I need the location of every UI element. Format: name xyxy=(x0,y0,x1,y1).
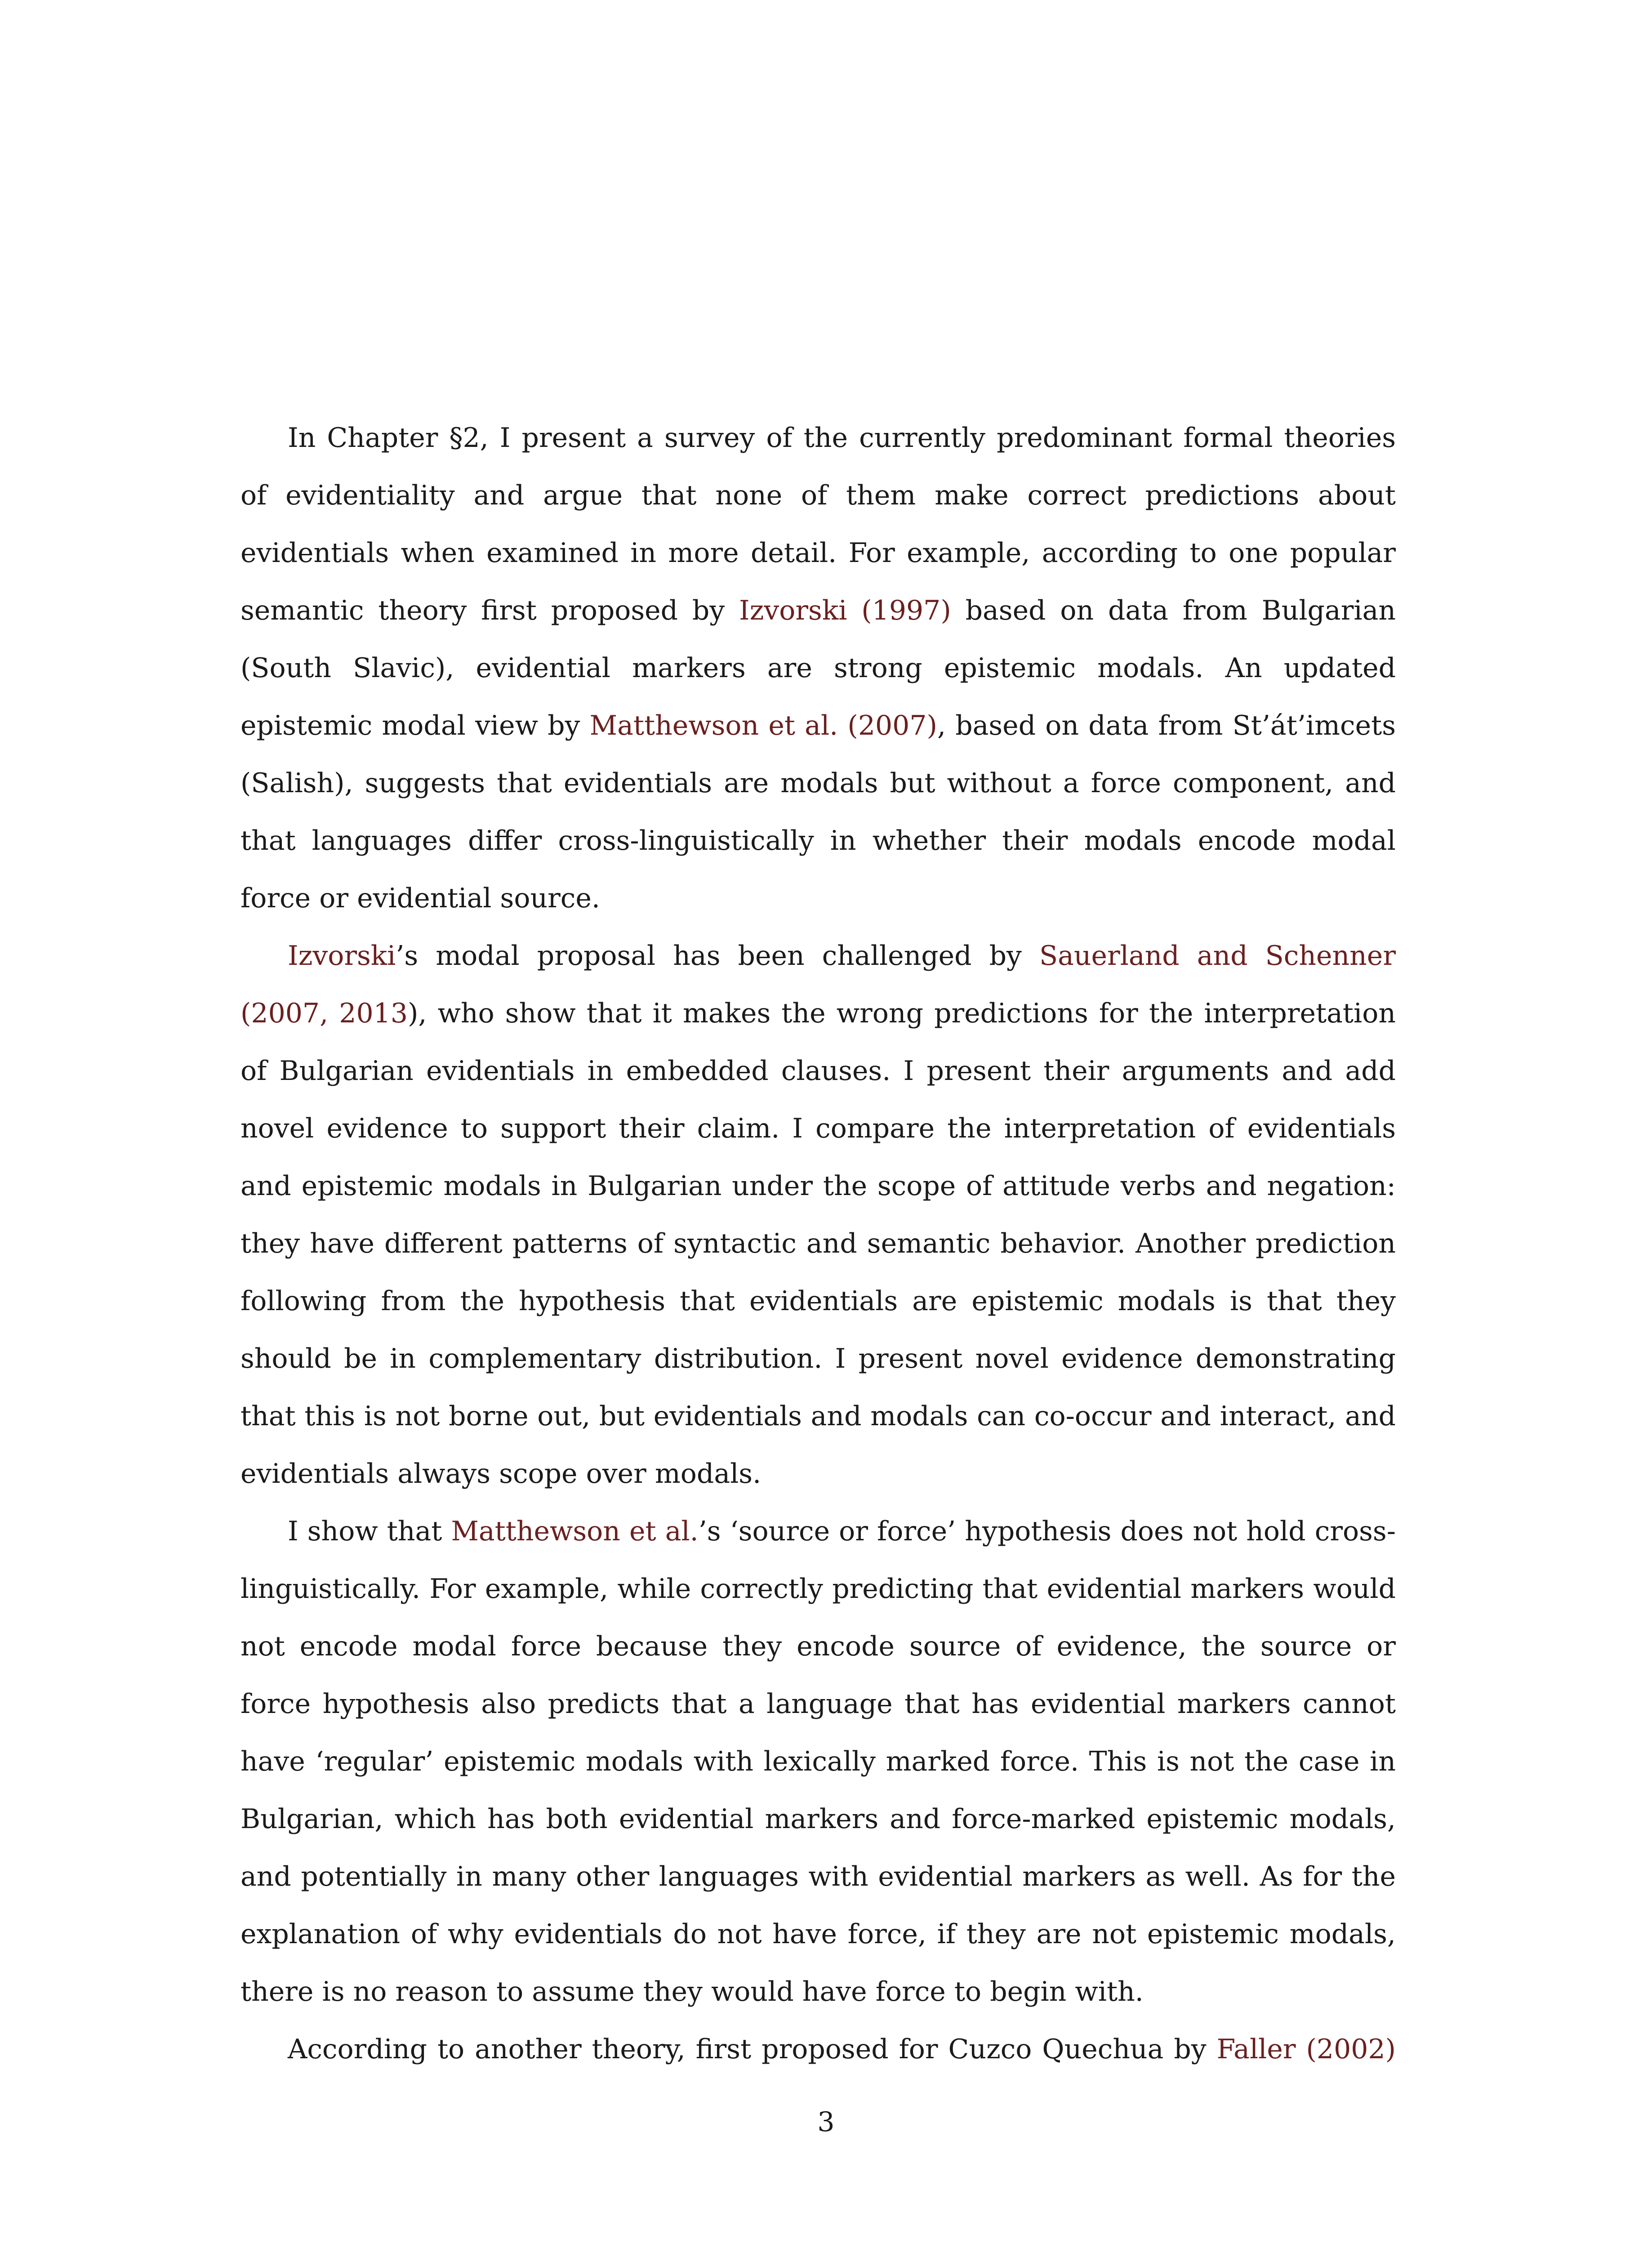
paragraph-text xyxy=(838,710,847,741)
citation-link[interactable]: Matthewson et al. xyxy=(451,1516,699,1547)
citation-link[interactable]: (2002) xyxy=(1306,2034,1396,2065)
paragraph-text: ), who show that it makes the wrong predictions for the interpretation of Bulgarian evidentials in embedded clauses. I present their arguments and add novel evidence to support their claim. I compare the interpretation of evidentials and epistemic modals in Bulgarian under the scope of attitude verbs and negation: they have different patterns of syntactic and semantic behavior. Another prediction following from the hypothesis that evidentials are epistemic modals is that they should be in complementary distribution. I present novel evidence demonstrating that this is not borne out, but evidentials and modals can co-occur and interact, and evidentials always scope over modals. xyxy=(240,998,1396,1490)
paragraph-text: ’s modal proposal has been challenged by xyxy=(396,940,1039,972)
paragraph-text: According to another theory, first proposed for Cuzco Quechua by xyxy=(288,2034,1217,2065)
paragraph-3 xyxy=(240,1503,1396,2021)
paragraph-text: In Chapter §2, I present a survey of the currently predominant formal theories of evidentiality and argue that none of them make correct predictions about evidentials when examined in more detail. For example, according to one popular semantic theory first proposed by xyxy=(240,422,1396,626)
paragraph-text xyxy=(1296,2034,1306,2065)
citation-link[interactable]: Matthewson et al. xyxy=(589,710,838,741)
paragraph-text: based on data from Bulgarian (South Slavic), evidential markers are strong epistemic modals. An updated epistemic modal view by xyxy=(240,595,1396,741)
paragraph-text xyxy=(847,595,861,626)
paragraph-text: , based on data from St’át’imcets (Salish), suggests that evidentials are modals but without a force component, and that languages differ cross-linguistically in whether their modals encode modal force or evidential source. xyxy=(240,710,1396,914)
page-body xyxy=(240,409,1396,2078)
citation-link[interactable]: Izvorski xyxy=(739,595,847,626)
citation-link[interactable]: 2013 xyxy=(339,998,408,1029)
paragraph-text: ’s ‘source or force’ hypothesis does not hold cross-linguistically. For example, while correctly predicting that evidential markers would not encode modal force because they encode source of evidence, the source or force hypothesis also predicts that a language that has evidential markers cannot have ‘regular’ epistemic modals with lexically marked force. This is not the case in Bulgarian, which has both evidential markers and force-marked epistemic modals, and potentially in many other languages with evidential markers as well. As for the explanation of why evidentials do not have force, if they are not epistemic modals, there is no reason to assume they would have force to begin with. xyxy=(240,1516,1396,2007)
citation-link[interactable]: Izvorski xyxy=(288,940,396,972)
paragraph-1 xyxy=(240,409,1396,927)
citation-link[interactable]: (1997) xyxy=(861,595,951,626)
citation-link[interactable]: (2007) xyxy=(847,710,937,741)
citation-link[interactable]: (2007, xyxy=(240,998,329,1029)
citation-link[interactable]: Sauerland and Schenner xyxy=(1039,940,1396,972)
page-number: 3 xyxy=(817,2106,835,2138)
citation-link[interactable]: Faller xyxy=(1216,2034,1296,2065)
paragraph-2 xyxy=(240,927,1396,1503)
paragraph-4 xyxy=(240,2021,1396,2078)
paragraph-text xyxy=(328,998,339,1029)
paragraph-text: I show that xyxy=(288,1516,451,1547)
